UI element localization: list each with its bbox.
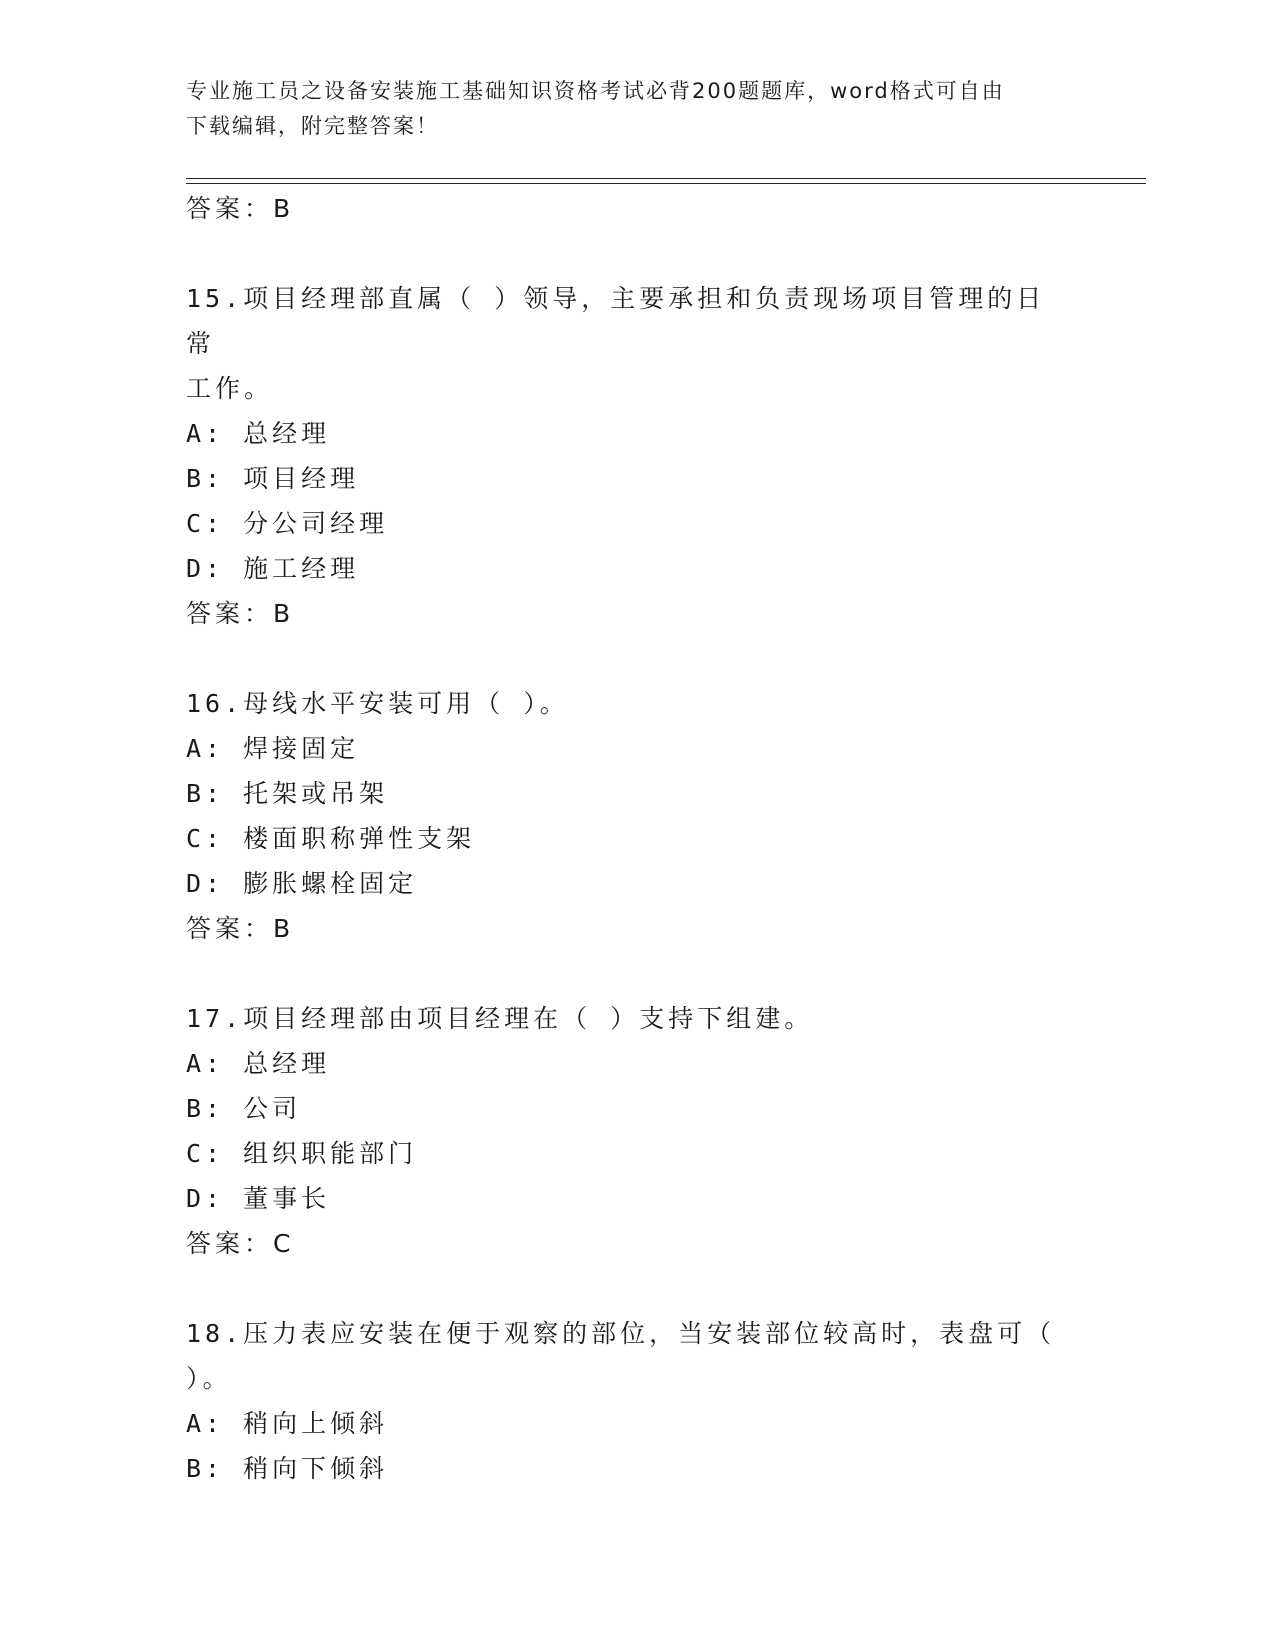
question-stem-cont: 工作。 xyxy=(186,374,274,403)
option-b: B: 公司 xyxy=(186,1094,302,1123)
option-a: A: 总经理 xyxy=(186,1049,331,1078)
answer: 答案：C xyxy=(186,1229,295,1258)
question-17 xyxy=(186,996,1066,1266)
option-c: C: 分公司经理 xyxy=(186,509,389,538)
question-stem: 17.项目经理部由项目经理在（ ）支持下组建。 xyxy=(186,1004,814,1033)
option-a: A: 总经理 xyxy=(186,419,331,448)
question-stem-cont: ）。 xyxy=(186,1364,232,1393)
option-b: B: 托架或吊架 xyxy=(186,779,389,808)
option-d: D: 膨胀螺栓固定 xyxy=(186,869,418,898)
header-line-2: 下载编辑，附完整答案！ xyxy=(186,114,439,138)
option-c: C: 组织职能部门 xyxy=(186,1139,418,1168)
question-stem: 15.项目经理部直属（ ）领导，主要承担和负责现场项目管理的日常 xyxy=(186,284,1046,358)
option-a: A: 焊接固定 xyxy=(186,734,360,763)
option-a: A: 稍向上倾斜 xyxy=(186,1409,389,1438)
document-header xyxy=(186,74,1066,144)
option-d: D: 董事长 xyxy=(186,1184,331,1213)
header-line-1: 专业施工员之设备安装施工基础知识资格考试必背200题题库，word格式可自由 xyxy=(186,79,1005,103)
question-15 xyxy=(186,276,1066,636)
question-list xyxy=(186,186,1066,1491)
previous-answer: 答案：B xyxy=(186,194,295,223)
option-b: B: 项目经理 xyxy=(186,464,360,493)
header-rule-top xyxy=(186,178,1146,179)
question-stem: 18.压力表应安装在便于观察的部位，当安装部位较高时，表盘可（ xyxy=(186,1319,1056,1348)
option-b: B: 稍向下倾斜 xyxy=(186,1454,389,1483)
question-16 xyxy=(186,681,1066,951)
answer: 答案：B xyxy=(186,914,295,943)
question-18 xyxy=(186,1311,1066,1491)
question-stem: 16.母线水平安装可用（ ）。 xyxy=(186,689,569,718)
option-d: D: 施工经理 xyxy=(186,554,360,583)
answer: 答案：B xyxy=(186,599,295,628)
header-rule-bottom xyxy=(186,183,1146,184)
option-c: C: 楼面职称弹性支架 xyxy=(186,824,476,853)
